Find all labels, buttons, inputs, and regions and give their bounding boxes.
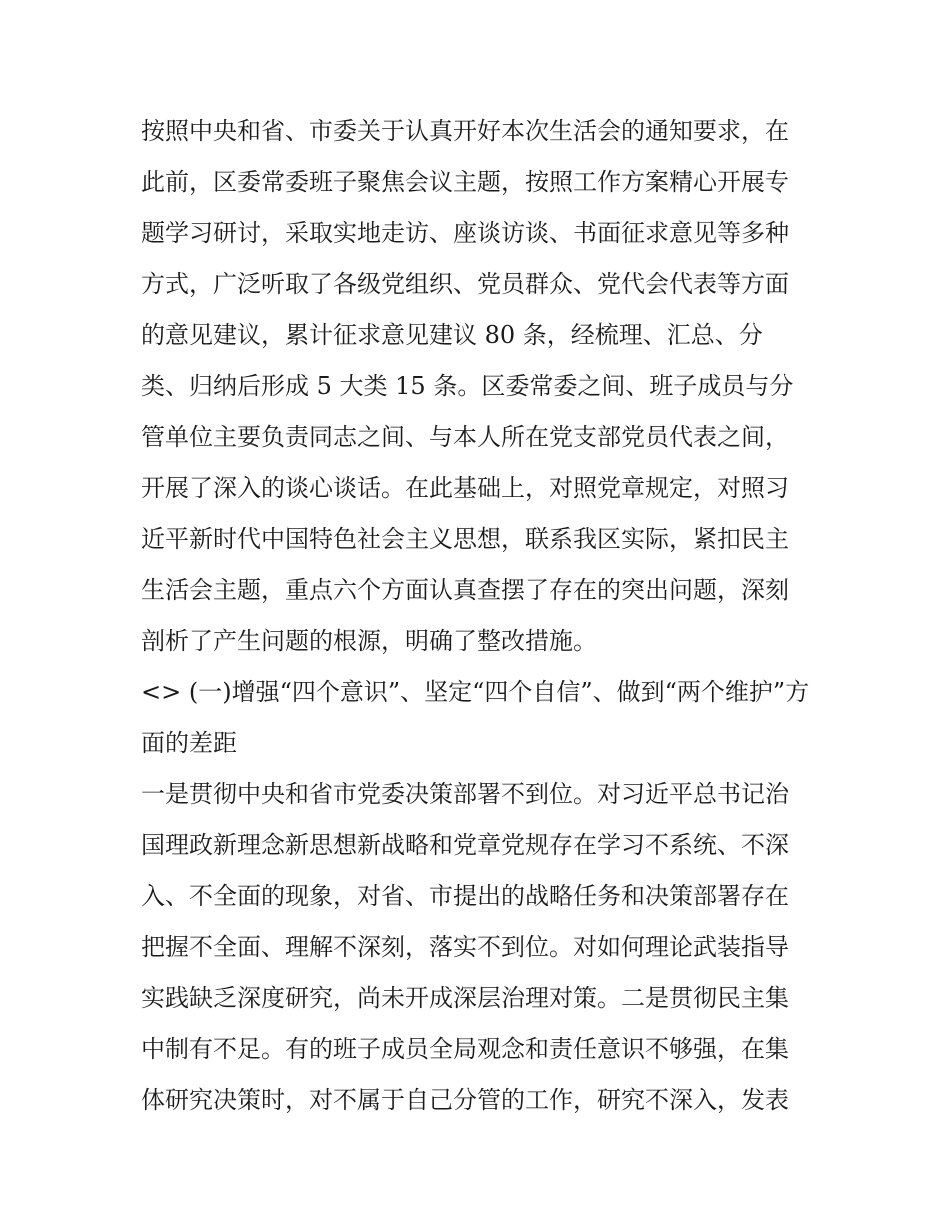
section-heading-line: 面的差距 xyxy=(141,729,237,757)
text-line: 此前，区委常委班子聚焦会议主题，按照工作方案精心开展专 xyxy=(141,168,789,196)
document-body xyxy=(141,106,831,1126)
text-line: 把握不全面、理解不深刻，落实不到位。对如何理论武装指导 xyxy=(141,933,789,961)
text-line: 按照中央和省、市委关于认真开好本次生活会的通知要求，在 xyxy=(141,117,789,145)
section-heading-line: <> (一)增强“四个意识”、坚定“四个自信”、做到“两个维护”方 xyxy=(141,678,810,706)
text-line: 中制有不足。有的班子成员全局观念和责任意识不够强，在集 xyxy=(141,1035,789,1063)
text-line: 类、归纳后形成 5 大类 15 条。区委常委之间、班子成员与分 xyxy=(141,372,794,400)
text-line: 方式，广泛听取了各级党组织、党员群众、党代会代表等方面 xyxy=(141,270,789,298)
text-line: 题学习研讨，采取实地走访、座谈访谈、书面征求意见等多种 xyxy=(141,219,789,247)
text-line: 体研究决策时，对不属于自己分管的工作，研究不深入，发表 xyxy=(141,1086,789,1114)
text-line: 剖析了产生问题的根源，明确了整改措施。 xyxy=(141,627,597,655)
text-line: 一是贯彻中央和省市党委决策部署不到位。对习近平总书记治 xyxy=(141,780,789,808)
text-line: 的意见建议，累计征求意见建议 80 条，经梳理、汇总、分 xyxy=(141,321,763,349)
text-line: 国理政新理念新思想新战略和党章党规存在学习不系统、不深 xyxy=(141,831,789,859)
text-line: 近平新时代中国特色社会主义思想，联系我区实际，紧扣民主 xyxy=(141,525,789,553)
text-line: 管单位主要负责同志之间、与本人所在党支部党员代表之间， xyxy=(141,423,789,451)
text-line: 开展了深入的谈心谈话。在此基础上，对照党章规定，对照习 xyxy=(141,474,789,502)
text-line: 实践缺乏深度研究，尚未开成深层治理对策。二是贯彻民主集 xyxy=(141,984,789,1012)
text-line: 入、不全面的现象，对省、市提出的战略任务和决策部署存在 xyxy=(141,882,789,910)
text-line: 生活会主题，重点六个方面认真查摆了存在的突出问题，深刻 xyxy=(141,576,789,604)
